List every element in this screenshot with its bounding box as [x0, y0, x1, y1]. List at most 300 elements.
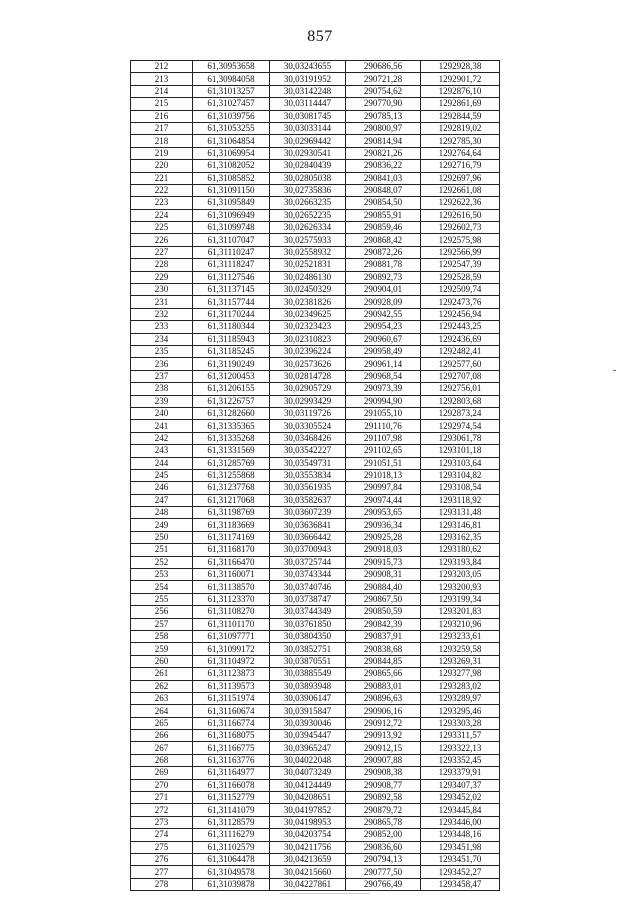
- latitude-cell: 61,31141079: [193, 804, 270, 816]
- y-coordinate-cell: 1292974,54: [421, 420, 500, 432]
- point-number-cell: 245: [131, 469, 193, 481]
- table-row: [131, 804, 500, 816]
- table-row: [131, 692, 500, 704]
- table-row: [131, 122, 500, 134]
- latitude-cell: 61,31110247: [193, 246, 270, 258]
- table-row: [131, 569, 500, 581]
- point-number-cell: 230: [131, 284, 193, 296]
- x-coordinate-cell: 290865,66: [346, 668, 421, 680]
- x-coordinate-cell: 290896,63: [346, 692, 421, 704]
- latitude-cell: 61,31128579: [193, 816, 270, 828]
- longitude-cell: 30,02575933: [270, 234, 346, 246]
- table-row: [131, 234, 500, 246]
- longitude-cell: 30,04211756: [270, 841, 346, 853]
- point-number-cell: 219: [131, 147, 193, 159]
- y-coordinate-cell: 1293103,64: [421, 457, 500, 469]
- table-row: [131, 705, 500, 717]
- table-row: [131, 507, 500, 519]
- longitude-cell: 30,03870551: [270, 655, 346, 667]
- longitude-cell: 30,02814728: [270, 370, 346, 382]
- table-row: [131, 61, 500, 73]
- point-number-cell: 226: [131, 234, 193, 246]
- point-number-cell: 262: [131, 680, 193, 692]
- y-coordinate-cell: 1292443,25: [421, 321, 500, 333]
- y-coordinate-cell: 1293311,57: [421, 730, 500, 742]
- point-number-cell: 260: [131, 655, 193, 667]
- longitude-cell: 30,04022048: [270, 754, 346, 766]
- x-coordinate-cell: 290936,34: [346, 519, 421, 531]
- x-coordinate-cell: 290908,31: [346, 569, 421, 581]
- y-coordinate-cell: 1292622,36: [421, 197, 500, 209]
- point-number-cell: 213: [131, 73, 193, 85]
- x-coordinate-cell: 291055,10: [346, 407, 421, 419]
- point-number-cell: 252: [131, 556, 193, 568]
- y-coordinate-cell: 1292876,10: [421, 85, 500, 97]
- latitude-cell: 61,31039756: [193, 110, 270, 122]
- x-coordinate-cell: 290859,46: [346, 222, 421, 234]
- y-coordinate-cell: 1293322,13: [421, 742, 500, 754]
- y-coordinate-cell: 1293407,37: [421, 779, 500, 791]
- x-coordinate-cell: 290994,90: [346, 395, 421, 407]
- table-row: [131, 767, 500, 779]
- x-coordinate-cell: 290879,72: [346, 804, 421, 816]
- y-coordinate-cell: 1293199,34: [421, 593, 500, 605]
- point-number-cell: 240: [131, 407, 193, 419]
- x-coordinate-cell: 290906,16: [346, 705, 421, 717]
- y-coordinate-cell: 1292528,59: [421, 271, 500, 283]
- y-coordinate-cell: 1292661,08: [421, 184, 500, 196]
- point-number-cell: 257: [131, 618, 193, 630]
- y-coordinate-cell: 1293200,93: [421, 581, 500, 593]
- point-number-cell: 238: [131, 383, 193, 395]
- longitude-cell: 30,03725744: [270, 556, 346, 568]
- table-row: [131, 420, 500, 432]
- longitude-cell: 30,03945447: [270, 730, 346, 742]
- latitude-cell: 61,31152779: [193, 792, 270, 804]
- point-number-cell: 265: [131, 717, 193, 729]
- longitude-cell: 30,02349625: [270, 308, 346, 320]
- y-coordinate-cell: 1293193,84: [421, 556, 500, 568]
- table-row: [131, 407, 500, 419]
- longitude-cell: 30,03607239: [270, 507, 346, 519]
- table-row: [131, 184, 500, 196]
- x-coordinate-cell: 290800,97: [346, 122, 421, 134]
- longitude-cell: 30,03930046: [270, 717, 346, 729]
- table-row: [131, 85, 500, 97]
- y-coordinate-cell: 1292861,69: [421, 98, 500, 110]
- point-number-cell: 232: [131, 308, 193, 320]
- y-coordinate-cell: 1292928,38: [421, 61, 500, 73]
- table-row: [131, 432, 500, 444]
- latitude-cell: 61,31099748: [193, 222, 270, 234]
- x-coordinate-cell: 290770,90: [346, 98, 421, 110]
- latitude-cell: 61,31137145: [193, 284, 270, 296]
- table-row: [131, 469, 500, 481]
- y-coordinate-cell: 1293210,96: [421, 618, 500, 630]
- point-number-cell: 231: [131, 296, 193, 308]
- x-coordinate-cell: 290841,03: [346, 172, 421, 184]
- longitude-cell: 30,02840439: [270, 160, 346, 172]
- point-number-cell: 254: [131, 581, 193, 593]
- point-number-cell: 267: [131, 742, 193, 754]
- point-number-cell: 239: [131, 395, 193, 407]
- longitude-cell: 30,03744349: [270, 606, 346, 618]
- latitude-cell: 61,31166775: [193, 742, 270, 754]
- longitude-cell: 30,04198953: [270, 816, 346, 828]
- latitude-cell: 61,31331569: [193, 445, 270, 457]
- point-number-cell: 246: [131, 482, 193, 494]
- x-coordinate-cell: 290918,03: [346, 544, 421, 556]
- table-row: [131, 333, 500, 345]
- y-coordinate-cell: 1293162,35: [421, 531, 500, 543]
- point-number-cell: 255: [131, 593, 193, 605]
- latitude-cell: 61,31082052: [193, 160, 270, 172]
- table-row: [131, 866, 500, 878]
- point-number-cell: 242: [131, 432, 193, 444]
- x-coordinate-cell: 290850,59: [346, 606, 421, 618]
- table-row: [131, 556, 500, 568]
- point-number-cell: 269: [131, 767, 193, 779]
- x-coordinate-cell: 290892,58: [346, 792, 421, 804]
- y-coordinate-cell: 1293448,16: [421, 829, 500, 841]
- point-number-cell: 237: [131, 370, 193, 382]
- longitude-cell: 30,03700943: [270, 544, 346, 556]
- point-number-cell: 275: [131, 841, 193, 853]
- point-number-cell: 222: [131, 184, 193, 196]
- longitude-cell: 30,03965247: [270, 742, 346, 754]
- table-row: [131, 160, 500, 172]
- longitude-cell: 30,03191952: [270, 73, 346, 85]
- x-coordinate-cell: 290907,88: [346, 754, 421, 766]
- longitude-cell: 30,02626334: [270, 222, 346, 234]
- table-row: [131, 98, 500, 110]
- x-coordinate-cell: 290883,01: [346, 680, 421, 692]
- point-number-cell: 224: [131, 209, 193, 221]
- y-coordinate-cell: 1292803,68: [421, 395, 500, 407]
- table-row: [131, 779, 500, 791]
- x-coordinate-cell: 290821,26: [346, 147, 421, 159]
- point-number-cell: 249: [131, 519, 193, 531]
- table-row: [131, 482, 500, 494]
- table-row: [131, 383, 500, 395]
- table-row: [131, 222, 500, 234]
- y-coordinate-cell: 1292756,01: [421, 383, 500, 395]
- x-coordinate-cell: 291051,51: [346, 457, 421, 469]
- table-row: [131, 668, 500, 680]
- y-coordinate-cell: 1293131,48: [421, 507, 500, 519]
- y-coordinate-cell: 1293445,84: [421, 804, 500, 816]
- x-coordinate-cell: 290881,78: [346, 259, 421, 271]
- latitude-cell: 61,31335268: [193, 432, 270, 444]
- x-coordinate-cell: 290958,49: [346, 345, 421, 357]
- point-number-cell: 270: [131, 779, 193, 791]
- latitude-cell: 61,31226757: [193, 395, 270, 407]
- y-coordinate-cell: 1293379,91: [421, 767, 500, 779]
- point-number-cell: 243: [131, 445, 193, 457]
- latitude-cell: 61,31123873: [193, 668, 270, 680]
- point-number-cell: 234: [131, 333, 193, 345]
- table-row: [131, 841, 500, 853]
- latitude-cell: 61,31190249: [193, 358, 270, 370]
- table-row: [131, 606, 500, 618]
- x-coordinate-cell: 290892,73: [346, 271, 421, 283]
- longitude-cell: 30,03906147: [270, 692, 346, 704]
- table-row: [131, 829, 500, 841]
- latitude-cell: 61,31151974: [193, 692, 270, 704]
- latitude-cell: 61,31163776: [193, 754, 270, 766]
- y-coordinate-cell: 1292577,60: [421, 358, 500, 370]
- latitude-cell: 61,31285769: [193, 457, 270, 469]
- x-coordinate-cell: 290973,39: [346, 383, 421, 395]
- latitude-cell: 61,31139573: [193, 680, 270, 692]
- x-coordinate-cell: 290852,00: [346, 829, 421, 841]
- x-coordinate-cell: 290848,07: [346, 184, 421, 196]
- table-row: [131, 395, 500, 407]
- point-number-cell: 277: [131, 866, 193, 878]
- scan-artifact: [613, 370, 616, 371]
- y-coordinate-cell: 1292707,08: [421, 370, 500, 382]
- table-row: [131, 246, 500, 258]
- point-number-cell: 268: [131, 754, 193, 766]
- point-number-cell: 225: [131, 222, 193, 234]
- latitude-cell: 61,31157744: [193, 296, 270, 308]
- point-number-cell: 227: [131, 246, 193, 258]
- point-number-cell: 251: [131, 544, 193, 556]
- table-row: [131, 457, 500, 469]
- x-coordinate-cell: 290928,09: [346, 296, 421, 308]
- table-row: [131, 370, 500, 382]
- x-coordinate-cell: 290868,42: [346, 234, 421, 246]
- table-row: [131, 345, 500, 357]
- latitude-cell: 61,31185245: [193, 345, 270, 357]
- point-number-cell: 216: [131, 110, 193, 122]
- latitude-cell: 61,31335365: [193, 420, 270, 432]
- table-row: [131, 854, 500, 866]
- longitude-cell: 30,02905729: [270, 383, 346, 395]
- longitude-cell: 30,02930541: [270, 147, 346, 159]
- y-coordinate-cell: 1292547,39: [421, 259, 500, 271]
- latitude-cell: 61,31183669: [193, 519, 270, 531]
- latitude-cell: 61,31013257: [193, 85, 270, 97]
- point-number-cell: 218: [131, 135, 193, 147]
- point-number-cell: 215: [131, 98, 193, 110]
- y-coordinate-cell: 1292575,98: [421, 234, 500, 246]
- point-number-cell: 250: [131, 531, 193, 543]
- x-coordinate-cell: 290912,15: [346, 742, 421, 754]
- y-coordinate-cell: 1293283,02: [421, 680, 500, 692]
- x-coordinate-cell: 290777,50: [346, 866, 421, 878]
- y-coordinate-cell: 1292566,99: [421, 246, 500, 258]
- table-row: [131, 197, 500, 209]
- y-coordinate-cell: 1293201,83: [421, 606, 500, 618]
- latitude-cell: 61,31206155: [193, 383, 270, 395]
- latitude-cell: 61,31097771: [193, 630, 270, 642]
- y-coordinate-cell: 1292716,79: [421, 160, 500, 172]
- table-row: [131, 321, 500, 333]
- table-row: [131, 618, 500, 630]
- latitude-cell: 61,31138570: [193, 581, 270, 593]
- x-coordinate-cell: 290754,62: [346, 85, 421, 97]
- point-number-cell: 263: [131, 692, 193, 704]
- table-row: [131, 445, 500, 457]
- longitude-cell: 30,03553834: [270, 469, 346, 481]
- table-row: [131, 742, 500, 754]
- latitude-cell: 61,31168170: [193, 544, 270, 556]
- point-number-cell: 223: [131, 197, 193, 209]
- longitude-cell: 30,02450329: [270, 284, 346, 296]
- point-number-cell: 278: [131, 878, 193, 890]
- x-coordinate-cell: 290766,49: [346, 878, 421, 890]
- latitude-cell: 61,31170244: [193, 308, 270, 320]
- coordinates-table-body: [131, 61, 500, 891]
- x-coordinate-cell: 291102,65: [346, 445, 421, 457]
- latitude-cell: 61,31095849: [193, 197, 270, 209]
- x-coordinate-cell: 290785,13: [346, 110, 421, 122]
- table-row: [131, 494, 500, 506]
- point-number-cell: 235: [131, 345, 193, 357]
- latitude-cell: 61,31164977: [193, 767, 270, 779]
- point-number-cell: 244: [131, 457, 193, 469]
- table-row: [131, 754, 500, 766]
- longitude-cell: 30,04203754: [270, 829, 346, 841]
- latitude-cell: 61,31166774: [193, 717, 270, 729]
- table-row: [131, 110, 500, 122]
- longitude-cell: 30,03582637: [270, 494, 346, 506]
- point-number-cell: 261: [131, 668, 193, 680]
- y-coordinate-cell: 1292819,02: [421, 122, 500, 134]
- latitude-cell: 61,30984058: [193, 73, 270, 85]
- x-coordinate-cell: 290836,22: [346, 160, 421, 172]
- table-row: [131, 172, 500, 184]
- y-coordinate-cell: 1293295,46: [421, 705, 500, 717]
- x-coordinate-cell: 290721,28: [346, 73, 421, 85]
- point-number-cell: 264: [131, 705, 193, 717]
- point-number-cell: 241: [131, 420, 193, 432]
- longitude-cell: 30,03305524: [270, 420, 346, 432]
- longitude-cell: 30,02486130: [270, 271, 346, 283]
- x-coordinate-cell: 290686,56: [346, 61, 421, 73]
- point-number-cell: 228: [131, 259, 193, 271]
- longitude-cell: 30,03666442: [270, 531, 346, 543]
- longitude-cell: 30,03915847: [270, 705, 346, 717]
- table-row: [131, 135, 500, 147]
- x-coordinate-cell: 290842,39: [346, 618, 421, 630]
- x-coordinate-cell: 290954,23: [346, 321, 421, 333]
- x-coordinate-cell: 290854,50: [346, 197, 421, 209]
- y-coordinate-cell: 1293451,70: [421, 854, 500, 866]
- table-row: [131, 259, 500, 271]
- x-coordinate-cell: 290844,85: [346, 655, 421, 667]
- y-coordinate-cell: 1293277,98: [421, 668, 500, 680]
- x-coordinate-cell: 290942,55: [346, 308, 421, 320]
- y-coordinate-cell: 1292616,50: [421, 209, 500, 221]
- point-number-cell: 253: [131, 569, 193, 581]
- point-number-cell: 272: [131, 804, 193, 816]
- y-coordinate-cell: 1292697,96: [421, 172, 500, 184]
- table-row: [131, 816, 500, 828]
- longitude-cell: 30,03243655: [270, 61, 346, 73]
- x-coordinate-cell: 290855,91: [346, 209, 421, 221]
- latitude-cell: 61,31107047: [193, 234, 270, 246]
- longitude-cell: 30,02969442: [270, 135, 346, 147]
- latitude-cell: 61,31123370: [193, 593, 270, 605]
- point-number-cell: 258: [131, 630, 193, 642]
- longitude-cell: 30,04073249: [270, 767, 346, 779]
- longitude-cell: 30,03542227: [270, 445, 346, 457]
- longitude-cell: 30,03740746: [270, 581, 346, 593]
- table-row: [131, 730, 500, 742]
- latitude-cell: 61,31185943: [193, 333, 270, 345]
- x-coordinate-cell: 290960,67: [346, 333, 421, 345]
- y-coordinate-cell: 1292436,69: [421, 333, 500, 345]
- table-row: [131, 271, 500, 283]
- y-coordinate-cell: 1293104,82: [421, 469, 500, 481]
- point-number-cell: 217: [131, 122, 193, 134]
- longitude-cell: 30,04124449: [270, 779, 346, 791]
- table-row: [131, 680, 500, 692]
- table-row: [131, 878, 500, 890]
- latitude-cell: 61,31096949: [193, 209, 270, 221]
- point-number-cell: 229: [131, 271, 193, 283]
- longitude-cell: 30,02993429: [270, 395, 346, 407]
- x-coordinate-cell: 290837,91: [346, 630, 421, 642]
- x-coordinate-cell: 291110,76: [346, 420, 421, 432]
- x-coordinate-cell: 290884,40: [346, 581, 421, 593]
- latitude-cell: 61,31255868: [193, 469, 270, 481]
- table-row: [131, 544, 500, 556]
- table-row: [131, 643, 500, 655]
- y-coordinate-cell: 1293146,81: [421, 519, 500, 531]
- latitude-cell: 61,31099172: [193, 643, 270, 655]
- page-number: 857: [307, 28, 333, 45]
- longitude-cell: 30,03468426: [270, 432, 346, 444]
- x-coordinate-cell: 290953,65: [346, 507, 421, 519]
- y-coordinate-cell: 1292509,74: [421, 284, 500, 296]
- longitude-cell: 30,03081745: [270, 110, 346, 122]
- x-coordinate-cell: 290814,94: [346, 135, 421, 147]
- longitude-cell: 30,03885549: [270, 668, 346, 680]
- latitude-cell: 61,31069954: [193, 147, 270, 159]
- longitude-cell: 30,04208651: [270, 792, 346, 804]
- x-coordinate-cell: 290904,01: [346, 284, 421, 296]
- latitude-cell: 61,31085852: [193, 172, 270, 184]
- y-coordinate-cell: 1293061,78: [421, 432, 500, 444]
- point-number-cell: 259: [131, 643, 193, 655]
- longitude-cell: 30,02558932: [270, 246, 346, 258]
- y-coordinate-cell: 1292873,24: [421, 407, 500, 419]
- longitude-cell: 30,03119726: [270, 407, 346, 419]
- scan-artifact-bottom: [280, 893, 370, 894]
- table-row: [131, 284, 500, 296]
- latitude-cell: 61,31282660: [193, 407, 270, 419]
- longitude-cell: 30,04227861: [270, 878, 346, 890]
- x-coordinate-cell: 290997,84: [346, 482, 421, 494]
- point-number-cell: 271: [131, 792, 193, 804]
- latitude-cell: 61,31166470: [193, 556, 270, 568]
- point-number-cell: 256: [131, 606, 193, 618]
- x-coordinate-cell: 290915,73: [346, 556, 421, 568]
- latitude-cell: 61,31217068: [193, 494, 270, 506]
- latitude-cell: 61,31160071: [193, 569, 270, 581]
- y-coordinate-cell: 1293233,61: [421, 630, 500, 642]
- latitude-cell: 61,31101170: [193, 618, 270, 630]
- point-number-cell: 274: [131, 829, 193, 841]
- x-coordinate-cell: 290867,50: [346, 593, 421, 605]
- y-coordinate-cell: 1293259,58: [421, 643, 500, 655]
- latitude-cell: 61,31039878: [193, 878, 270, 890]
- table-row: [131, 147, 500, 159]
- latitude-cell: 61,31053255: [193, 122, 270, 134]
